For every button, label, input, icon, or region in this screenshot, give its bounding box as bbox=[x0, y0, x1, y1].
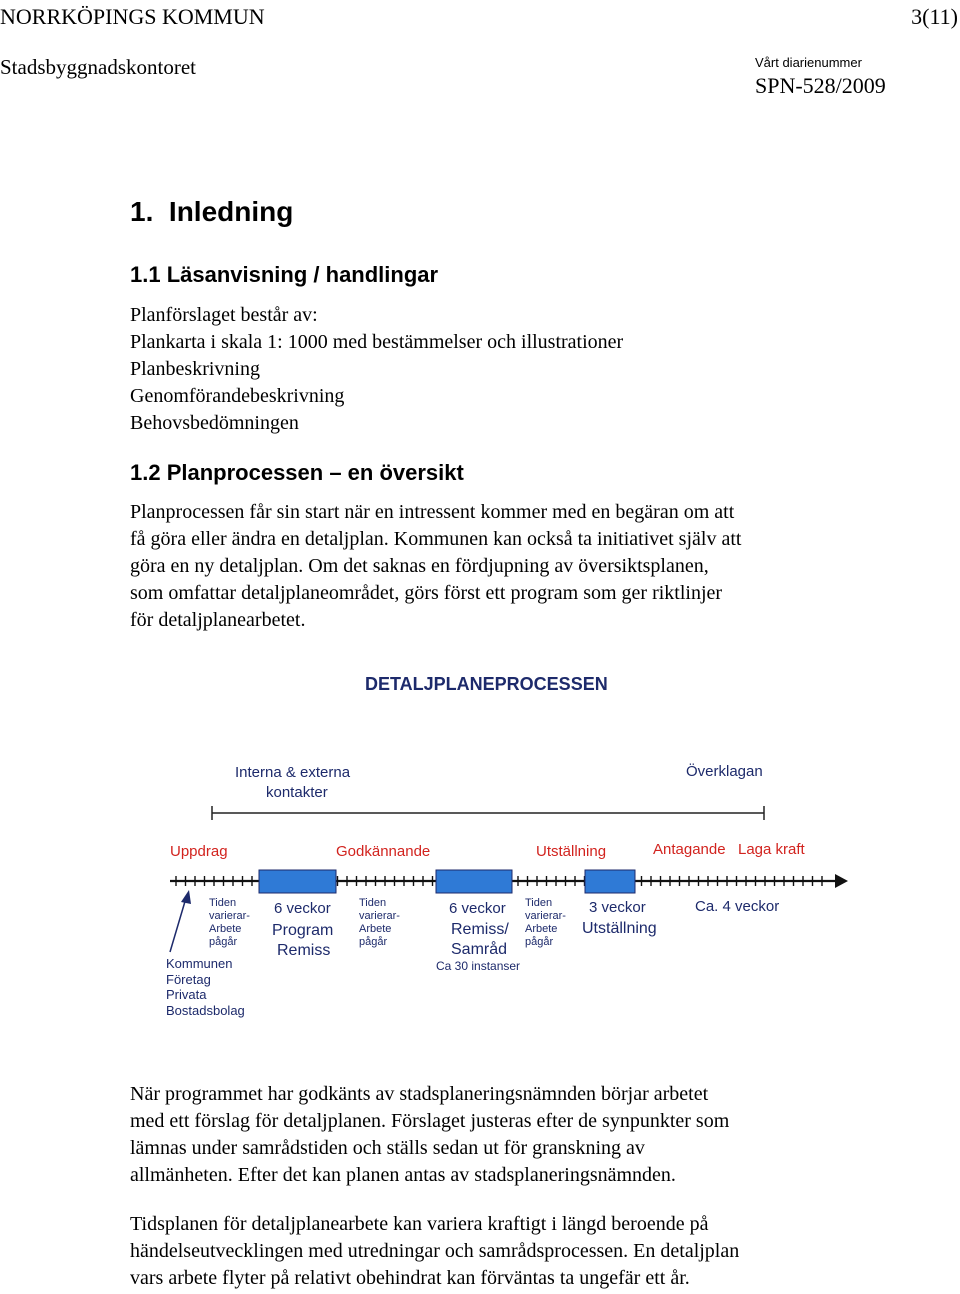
phase-label-appeal-period: Ca. 4 veckor bbox=[695, 898, 780, 915]
svg-text:varierar-: varierar- bbox=[209, 910, 250, 922]
svg-text:Arbete: Arbete bbox=[209, 923, 242, 935]
svg-text:Utställning: Utställning bbox=[582, 920, 657, 937]
svg-text:varierar-: varierar- bbox=[525, 910, 566, 922]
list-item: Behovsbedömningen bbox=[130, 412, 299, 434]
list-item: Genomförandebeskrivning bbox=[130, 385, 345, 407]
process-diagram bbox=[0, 650, 960, 1070]
phase-label-samrad bbox=[436, 900, 520, 973]
svg-text:Tiden: Tiden bbox=[209, 897, 237, 909]
diary-number: SPN-528/2009 bbox=[755, 73, 886, 98]
svg-text:Remiss/: Remiss/ bbox=[451, 921, 509, 938]
paragraph-line: få göra eller ändra en detaljplan. Kommunen kan också ta initiativet själv att bbox=[130, 528, 742, 550]
organization-name: NORRKÖPINGS KOMMUN bbox=[0, 4, 265, 29]
stage-laga-kraft: Laga kraft bbox=[738, 841, 805, 858]
phase-box-samrad bbox=[436, 870, 512, 893]
paragraph-line: göra en ny detaljplan. Om det saknas en fördjupning av översiktsplanen, bbox=[130, 555, 709, 577]
phase-label-program bbox=[272, 900, 333, 959]
diagram-title: DETALJPLANEPROCESSEN bbox=[365, 674, 608, 694]
phase-box-utstallning bbox=[585, 870, 635, 893]
intro-paragraph bbox=[130, 499, 741, 634]
contacts-label-line2: kontakter bbox=[266, 784, 328, 801]
time-note-1 bbox=[209, 897, 250, 948]
initiator-list bbox=[166, 956, 245, 1018]
svg-text:pågår: pågår bbox=[359, 936, 388, 948]
time-note-2 bbox=[359, 897, 400, 948]
svg-text:3 veckor: 3 veckor bbox=[589, 899, 646, 916]
paragraph-line: Planprocessen får sin start när en intressent kommer med en begäran om att bbox=[130, 501, 735, 523]
paragraph-line: händelseutvecklingen med utredningar och samrådsprocessen. En detaljplan bbox=[130, 1240, 740, 1262]
svg-text:6 veckor: 6 veckor bbox=[274, 900, 331, 917]
svg-text:pågår: pågår bbox=[525, 936, 554, 948]
svg-text:varierar-: varierar- bbox=[359, 910, 400, 922]
paragraph-line: med ett förslag för detaljplanen. Förslaget justeras efter de synpunkter som bbox=[130, 1110, 730, 1132]
phase-label-utstallning bbox=[582, 899, 657, 937]
section-heading-lasanvisning: 1.1 Läsanvisning / handlingar bbox=[130, 262, 439, 287]
svg-text:Arbete: Arbete bbox=[525, 923, 558, 935]
consultation-note: Ca 30 instanser bbox=[436, 959, 521, 973]
page-number: 3(11) bbox=[911, 4, 958, 29]
svg-text:6 veckor: 6 veckor bbox=[449, 900, 506, 917]
paragraph-line: allmänheten. Efter det kan planen antas av stadsplaneringsnämnden. bbox=[130, 1164, 676, 1186]
paragraph-line: för detaljplanearbetet. bbox=[130, 609, 306, 631]
department-name: Stadsbyggnadskontoret bbox=[0, 55, 196, 79]
paragraph-line: som omfattar detaljplaneområdet, görs först ett program som ger riktlinjer bbox=[130, 582, 723, 604]
paragraph-line: lämnas under samrådstiden och ställs sedan ut för granskning av bbox=[130, 1137, 645, 1159]
svg-text:Kommunen: Kommunen bbox=[166, 956, 233, 971]
svg-text:Program: Program bbox=[272, 922, 334, 939]
section-heading-inledning: 1. Inledning bbox=[130, 196, 294, 227]
paragraph-line: Tidsplanen för detaljplanearbete kan variera kraftigt i längd beroende på bbox=[130, 1213, 709, 1235]
section-heading-planprocessen: 1.2 Planprocessen – en översikt bbox=[130, 460, 464, 485]
svg-text:Bostadsbolag: Bostadsbolag bbox=[166, 1003, 245, 1018]
phase-box-program bbox=[259, 870, 336, 893]
paragraph-line: När programmet har godkänts av stadsplaneringsnämnden börjar arbetet bbox=[130, 1083, 709, 1105]
time-note-3 bbox=[525, 897, 566, 948]
appeal-label: Överklagan bbox=[686, 763, 763, 780]
stage-uppdrag: Uppdrag bbox=[170, 843, 228, 860]
stage-godkannande: Godkännande bbox=[336, 843, 431, 860]
contacts-label-line1: Interna & externa bbox=[235, 764, 351, 781]
paragraph-line: vars arbete flyter på relativt obehindrat kan förväntas ta ungefär ett år. bbox=[130, 1267, 690, 1289]
svg-text:Samråd: Samråd bbox=[451, 941, 508, 958]
svg-text:Privata: Privata bbox=[166, 987, 207, 1002]
list-item: Planförslaget består av: bbox=[130, 304, 318, 326]
list-item: Plankarta i skala 1: 1000 med bestämmelser och illustrationer bbox=[130, 331, 624, 353]
svg-text:pågår: pågår bbox=[209, 936, 238, 948]
svg-text:Företag: Företag bbox=[166, 972, 211, 987]
bracket-line bbox=[212, 806, 764, 820]
svg-text:Tiden: Tiden bbox=[525, 897, 553, 909]
closing-paragraph-1 bbox=[130, 1081, 729, 1189]
initiator-arrow bbox=[170, 890, 191, 952]
document-list bbox=[130, 302, 623, 437]
svg-text:Remiss: Remiss bbox=[277, 942, 331, 959]
diary-label: Vårt diarienummer bbox=[755, 55, 862, 70]
svg-text:Arbete: Arbete bbox=[359, 923, 392, 935]
svg-text:Tiden: Tiden bbox=[359, 897, 387, 909]
stage-utstallning: Utställning bbox=[536, 843, 607, 860]
list-item: Planbeskrivning bbox=[130, 358, 260, 380]
stage-antagande: Antagande bbox=[653, 841, 726, 858]
closing-paragraph-2 bbox=[130, 1211, 739, 1292]
